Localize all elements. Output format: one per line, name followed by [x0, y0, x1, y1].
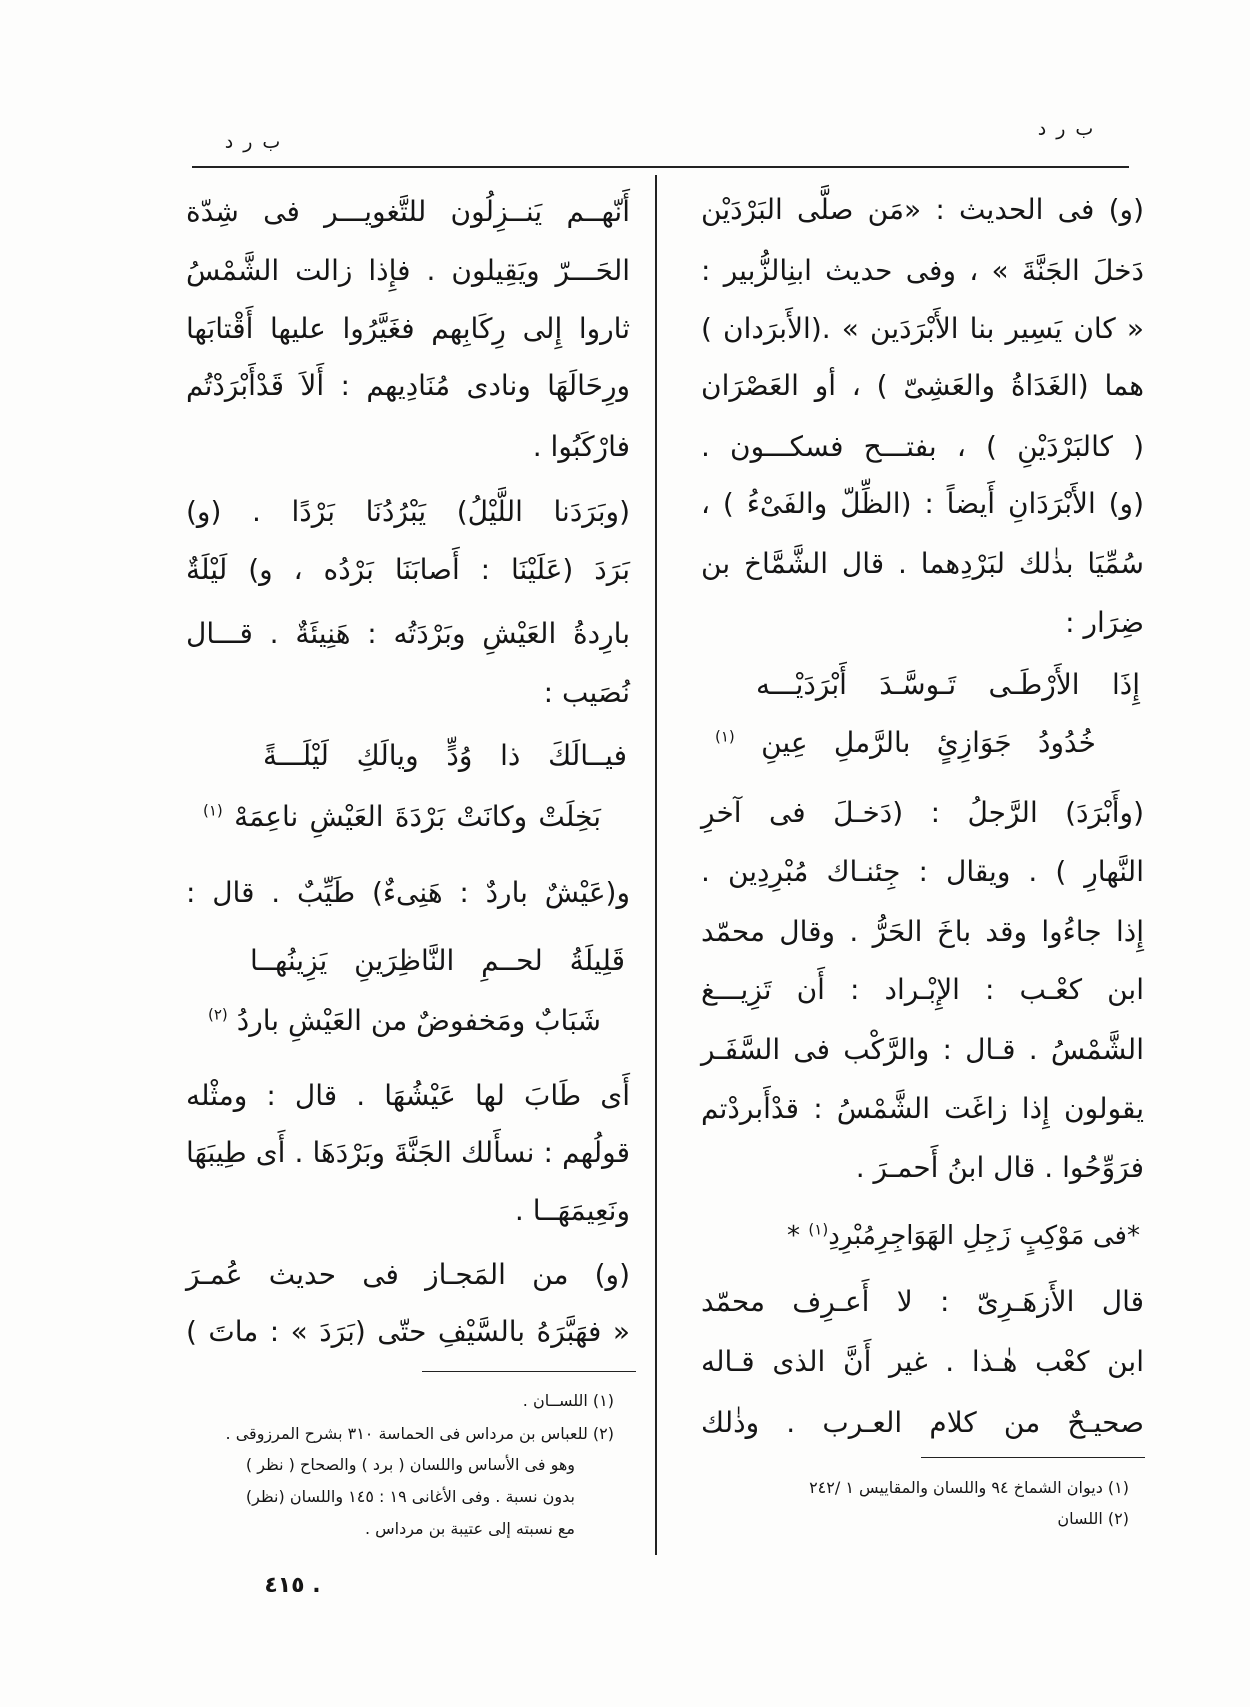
footnote: مع نسبته إلى عتيبة بن مرداس .: [364, 1519, 575, 1538]
text-line: سُمِّيَا بذٰلك لبَرْدِهما . قال الشَّمَّاخ بن: [701, 547, 1144, 580]
footnote: (٢) للعباس بن مرداس فى الحماسة ٣١٠ بشرح المرزوقى .: [225, 1424, 614, 1443]
running-head-left: ب ر د: [224, 131, 281, 153]
text-line: الحَـــرّ ويَقِيلون . فإِذا زالت الشَّمْسُ: [186, 254, 630, 287]
text-line: « كان يَسِير بنا الأَبْرَدَين » .(الأَبرَدان ): [701, 312, 1144, 345]
text-line: ابن كعْـب : الإِبْـراد : أَن تَزِيـــغ: [701, 973, 1144, 1006]
header-rule: [192, 166, 1129, 168]
verse-ornament: *: [787, 1221, 800, 1251]
footnote-rule-left: [422, 1371, 636, 1372]
footnote-marker: (١): [203, 801, 223, 820]
text-line: بارِدةُ العَيْشِ وبَرْدَتُه : هَنِيئَةٌ . قـــال: [186, 617, 630, 650]
text-line: قال الأَزهَـرِىّ : لا أَعـرِف محمّد: [701, 1285, 1144, 1318]
footnote: (٢) اللسان: [1057, 1509, 1129, 1528]
text-line: ( كالبَرْدَيْنِ ) ، بفتـــح فسكـــون .: [701, 430, 1144, 463]
text-line: أَى طَابَ لها عَيْشُهَا . قال : ومثْله: [186, 1079, 630, 1112]
text-line: فرَوِّحُوا . قال ابنُ أَحمـرَ .: [855, 1151, 1144, 1184]
text-line: نُصَيب :: [543, 676, 630, 709]
page-number: ٤١٥ .: [264, 1573, 321, 1598]
text-line: « فهَبَّرَهُ بالسَّيْفِ حتّى (بَرَدَ » : ماتَ ): [186, 1315, 630, 1348]
verse-line: [203, 792, 601, 842]
verse-line: [715, 718, 1096, 768]
text-line: النَّهارِ ) . ويقال : جِئنـاك مُبْرِدِين .: [701, 855, 1144, 888]
text-line: فارْكَبُوا .: [532, 430, 630, 463]
text-line: صحيـحٌ من كلام العـرب . وذٰلك: [701, 1406, 1144, 1439]
text-line: إِذا جاءُوا وقد باخَ الحَرُّ . وقال محمّد: [701, 915, 1144, 948]
text-line: الشَّمْسُ . قـال : والرَّكْب فى السَّفَـر: [701, 1033, 1144, 1066]
footnote: بدون نسبة . وفى الأغانى ١٩ : ١٤٥ واللسان (نظر): [245, 1487, 575, 1506]
text-line: و(عَيْشٌ باردٌ : هَنِىءٌ) طَيِّبٌ . قال :: [186, 876, 630, 909]
text-line: (وأَبْرَدَ) الرَّجلُ : (دَخـلَ فى آخرِ: [701, 796, 1144, 829]
verse-line: قَلِيلَةُ لحــمِ النَّاظِرَينِ يَزِينُهــا: [250, 944, 625, 977]
column-divider: [655, 175, 657, 1555]
text-line: بَرَدَ (عَلَيْنَا : أَصابَنَا بَرْدُه ، و) لَيْلَةٌ: [186, 553, 630, 586]
text-line: ضِرَار :: [1065, 606, 1144, 639]
text-line: يقولون إِذا زاغَت الشَّمْسُ : قدْأَبردْتم: [701, 1092, 1144, 1125]
footnote-marker: (١): [808, 1220, 829, 1239]
text-line: هما (الغَدَاةُ والعَشِىّ ) ، أو العَصْرَان: [701, 369, 1144, 402]
verse-text: بَخِلَتْ وكانَتْ بَرْدَةَ العَيْشِ ناعِمَهْ: [234, 800, 602, 833]
text-line: ونَعِيمَهَــا .: [514, 1194, 630, 1227]
text-line: ثاروا إِلى رِكَابِهم فغَيَّرُوا عليها أَقْتابَها: [186, 312, 630, 345]
footnote-marker: (٢): [208, 1005, 228, 1024]
verse-line: [787, 1211, 1140, 1261]
text-line: (و) من المَجـاز فى حديث عُمـرَ: [186, 1258, 630, 1291]
footnote-rule-right: [921, 1457, 1145, 1458]
text-line: قولُهم : نسأَلك الجَنَّةَ وبَرْدَهَا . أَى طِيبَهَا: [186, 1136, 630, 1169]
text-line: (و) الأَبْرَدَانِ أَيضاً : (الظِّلّ والفَىْءُ ) ،: [701, 487, 1144, 520]
text-line: ورِحَالَهَا ونادى مُنَادِيهم : أَلاَ قَدْأَبْرَدْتُم: [186, 369, 630, 402]
verse-line: [208, 996, 601, 1046]
verse-text: *فى مَوْكِبٍ زَجِلِ الهَوَاجِرِمُبْرِدِ: [828, 1221, 1140, 1251]
text-line: (و) فى الحديث : «مَن صلَّى البَرْدَيْن: [701, 193, 1144, 226]
verse-text: خُدُودُ جَوَازِئٍ بالرَّملِ عِينِ: [761, 726, 1096, 759]
footnote-marker: (١): [715, 727, 735, 746]
footnote: (١) ديوان الشماخ ٩٤ واللسان والمقاييس ١ /٢٤٢: [809, 1478, 1129, 1497]
text-line: أَنّهــم يَنــزِلُون للتَّغويـــر فى شِدّة: [186, 195, 630, 228]
footnote: وهو فى الأساس واللسان ( برد ) والصحاح ( نظر ): [245, 1455, 575, 1474]
text-line: ابن كعْب هٰـذا . غير أَنَّ الذى قـاله: [701, 1345, 1144, 1378]
verse-line: فيــالَكَ ذا وُدٍّ ويالَكِ لَيْلَـــةً: [263, 739, 627, 772]
text-line: (وبَرَدَنا اللَّيْلُ) يَبْرُدُنَا بَرْدًا . (و): [186, 495, 630, 528]
footnote: (١) اللســان .: [522, 1391, 614, 1410]
verse-line: إِذَا الأَرْطَـى تَـوسَّـدَ أَبْرَدَيْـــه: [756, 668, 1140, 701]
verse-text: شَبَابٌ ومَخفوضٌ من العَيْشِ باردُ: [236, 1004, 601, 1037]
running-head-right: ب ر د: [1037, 118, 1094, 140]
text-line: دَخلَ الجَنَّةَ » ، وفى حديث ابنِالزُّبير :: [701, 254, 1144, 287]
